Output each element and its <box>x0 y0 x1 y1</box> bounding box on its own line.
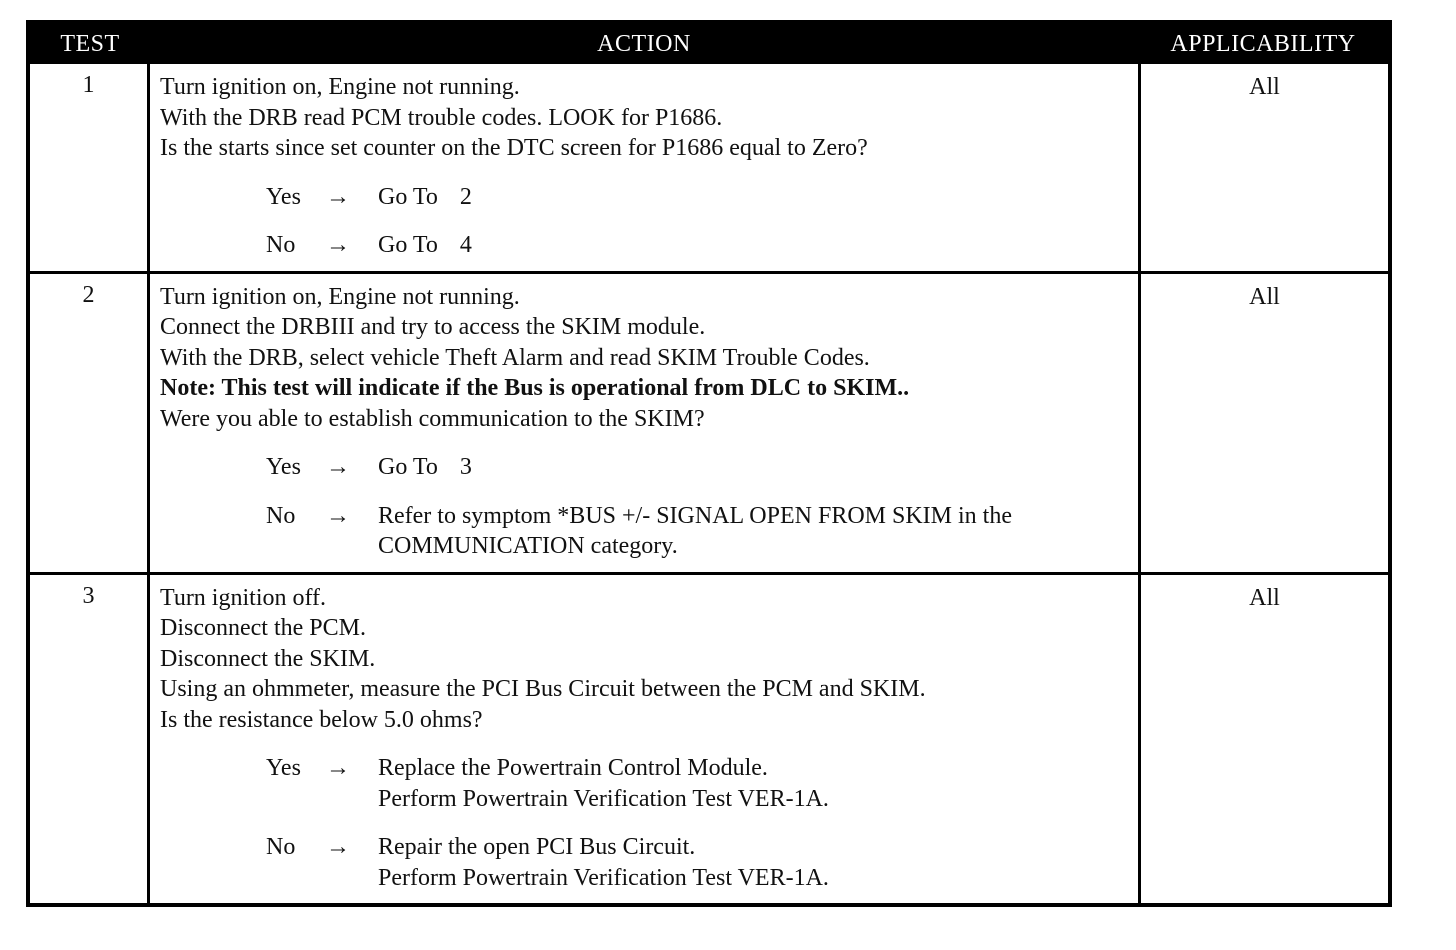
result-line: Repair the open PCI Bus Circuit. <box>378 834 696 860</box>
action-step: Is the starts since set counter on the DTC screen for P1686 equal to Zero? <box>160 135 868 161</box>
action-step: Turn ignition off. <box>160 584 327 611</box>
goto-label: Go To <box>378 183 438 210</box>
action-cell <box>150 64 1138 271</box>
test-number: 2 <box>30 274 150 572</box>
action-step: Turn ignition on, Engine not running. <box>160 74 520 100</box>
test-number: 3 <box>30 575 150 904</box>
header-action: ACTION <box>597 30 691 57</box>
no-label: No <box>266 232 296 258</box>
goto-target: 4 <box>459 232 472 258</box>
test-number: 1 <box>30 64 150 271</box>
action-step: Connect the DRBIII and try to access the SKIM module. <box>160 314 706 340</box>
right-arrow-icon: → <box>326 755 350 781</box>
action-step: Turn ignition on, Engine not running. <box>160 283 520 310</box>
goto-label: Go To <box>378 232 438 258</box>
action-step: With the DRB, select vehicle Theft Alarm and read SKIM Trouble Codes. <box>160 344 870 371</box>
result-line: COMMUNICATION category. <box>378 533 678 559</box>
table-row <box>30 64 1388 271</box>
yes-label: Yes <box>266 454 301 480</box>
no-answer <box>266 501 1128 562</box>
action-step: Disconnect the SKIM. <box>160 645 376 672</box>
no-label: No <box>266 834 296 860</box>
no-answer <box>266 832 1128 893</box>
action-step: Is the resistance below 5.0 ohms? <box>160 706 483 733</box>
yes-result <box>378 753 1128 814</box>
right-arrow-icon: → <box>326 454 350 480</box>
action-step: With the DRB read PCM trouble codes. LOOK for P1686. <box>160 104 723 131</box>
yes-answer <box>266 182 1128 213</box>
goto-target: 3 <box>459 454 472 480</box>
goto-label: Go To <box>378 454 438 480</box>
right-arrow-icon: → <box>326 502 350 529</box>
header-test: TEST <box>60 30 120 57</box>
table-row <box>30 572 1388 904</box>
action-cell <box>150 575 1138 904</box>
diagnostic-table <box>26 20 1392 907</box>
action-step: Were you able to establish communication to the SKIM? <box>160 405 705 432</box>
applicability-value: All <box>1138 274 1388 572</box>
answer-group <box>160 182 1128 261</box>
no-answer <box>266 230 1128 261</box>
no-result <box>378 832 1128 893</box>
yes-answer <box>266 452 1128 483</box>
right-arrow-icon: → <box>326 232 350 258</box>
yes-label: Yes <box>266 755 301 781</box>
action-cell <box>150 274 1138 572</box>
applicability-value: All <box>1138 575 1388 904</box>
goto-target: 2 <box>459 183 472 210</box>
yes-result <box>378 452 1128 483</box>
answer-group <box>160 452 1128 562</box>
result-line: Refer to symptom *BUS +/- SIGNAL OPEN FROM SKIM in the <box>378 502 1012 529</box>
answer-group <box>160 753 1128 893</box>
result-line: Perform Powertrain Verification Test VER-1A. <box>378 864 829 891</box>
header-applicability: APPLICABILITY <box>1170 30 1356 57</box>
note-text: Note: This test will indicate if the Bus is operational from DLC to SKIM.. <box>160 375 910 401</box>
no-result <box>378 501 1128 562</box>
no-label: No <box>266 502 296 529</box>
table-row <box>30 271 1388 572</box>
result-line: Replace the Powertrain Control Module. <box>378 755 768 781</box>
right-arrow-icon: → <box>326 183 350 210</box>
right-arrow-icon: → <box>326 834 350 860</box>
yes-answer <box>266 753 1128 814</box>
table-header <box>30 24 1388 64</box>
yes-result <box>378 182 1128 213</box>
action-step: Disconnect the PCM. <box>160 615 366 641</box>
applicability-value: All <box>1138 64 1388 271</box>
action-step: Using an ohmmeter, measure the PCI Bus Circuit between the PCM and SKIM. <box>160 676 926 702</box>
yes-label: Yes <box>266 183 301 210</box>
no-result <box>378 230 1128 261</box>
result-line: Perform Powertrain Verification Test VER-1A. <box>378 785 829 812</box>
